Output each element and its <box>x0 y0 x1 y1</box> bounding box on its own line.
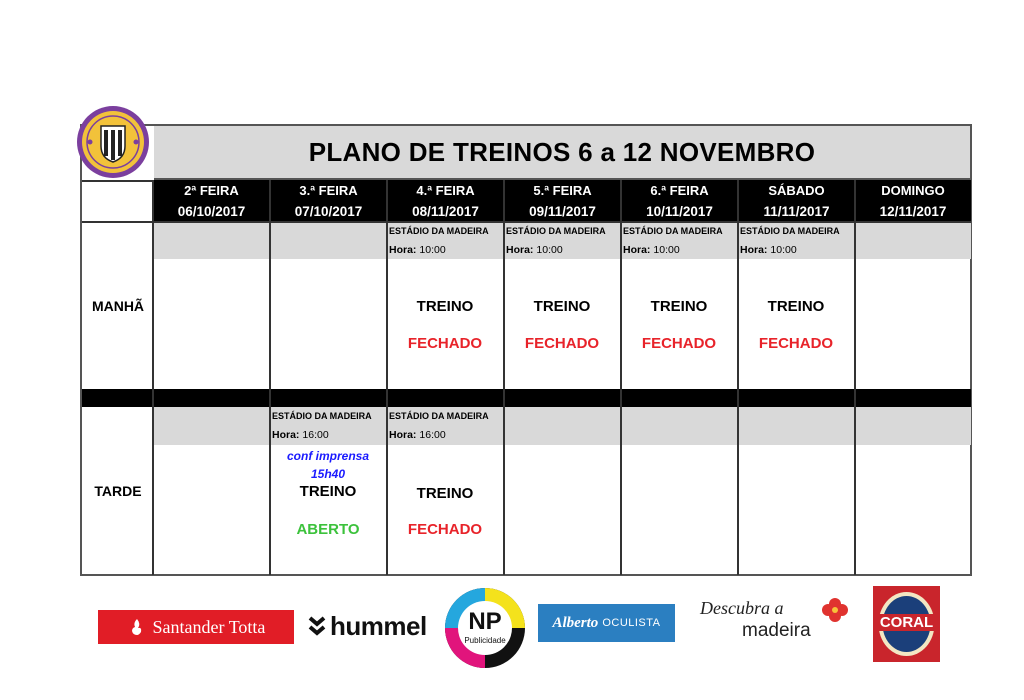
descubra-madeira-logo <box>700 596 856 646</box>
day-date-header: 12/11/2017 <box>855 200 971 222</box>
day-name-header: 5.ª FEIRA <box>504 180 621 200</box>
session-status: FECHADO <box>524 335 600 352</box>
column-divider <box>503 180 505 575</box>
press-conference-time: 15h40 <box>310 467 346 481</box>
flower-icon <box>820 596 850 626</box>
session-time <box>623 244 680 256</box>
session-time <box>389 244 446 256</box>
hummel-logo <box>308 608 432 644</box>
session-location: ESTÁDIO DA MADEIRA <box>740 226 840 236</box>
np-logo <box>443 586 527 670</box>
day-name-header: 4.ª FEIRA <box>387 180 504 200</box>
session-time <box>389 429 446 441</box>
time-label: Hora: <box>623 244 651 256</box>
time-label: Hora: <box>389 244 417 256</box>
day-name-header: 2ª FEIRA <box>153 180 270 200</box>
session-status: ABERTO <box>296 521 360 538</box>
title-bar <box>154 126 970 180</box>
day-date-header: 10/11/2017 <box>621 200 738 222</box>
day-date-header: 07/10/2017 <box>270 200 387 222</box>
session-type: TREINO <box>650 298 708 315</box>
chevron-icon <box>308 615 326 637</box>
session-type: TREINO <box>416 485 474 502</box>
column-divider <box>269 180 271 575</box>
header-divider <box>82 180 153 182</box>
time-label: Hora: <box>740 244 768 256</box>
time-label: Hora: <box>506 244 534 256</box>
coral-logo <box>873 586 940 662</box>
session-location: ESTÁDIO DA MADEIRA <box>389 411 489 421</box>
session-type: TREINO <box>767 298 825 315</box>
day-date-header: 09/11/2017 <box>504 200 621 222</box>
session-status: FECHADO <box>407 521 483 538</box>
np-subtext: Publicidade <box>464 636 506 645</box>
session-location: ESTÁDIO DA MADEIRA <box>623 226 723 236</box>
column-divider <box>386 180 388 575</box>
hummel-text: hummel <box>330 610 427 641</box>
session-status: FECHADO <box>758 335 834 352</box>
row-label-afternoon: TARDE <box>94 483 142 499</box>
coral-text: CORAL <box>873 614 940 631</box>
time-value: 16:00 <box>302 429 329 441</box>
club-crest-icon <box>75 104 151 180</box>
day-date-header: 11/11/2017 <box>738 200 855 222</box>
alberto-text: Alberto <box>552 614 599 631</box>
day-date-header: 06/10/2017 <box>153 200 270 222</box>
header-bottom-line <box>82 221 971 223</box>
session-status: FECHADO <box>641 335 717 352</box>
oculista-text: OCULISTA <box>602 617 661 629</box>
session-time <box>740 244 797 256</box>
santander-text: Santander Totta <box>152 616 266 637</box>
alberto-oculista-logo <box>538 604 675 642</box>
day-name-header: SÁBADO <box>738 180 855 200</box>
page-title: PLANO DE TREINOS 6 a 12 NOVEMBRO <box>308 136 816 167</box>
time-value: 10:00 <box>419 244 446 256</box>
flame-icon <box>127 617 147 637</box>
day-name-header: 6.ª FEIRA <box>621 180 738 200</box>
session-location: ESTÁDIO DA MADEIRA <box>389 226 489 236</box>
time-label: Hora: <box>389 429 417 441</box>
session-type: TREINO <box>416 298 474 315</box>
session-time <box>272 429 329 441</box>
row-label-morning: MANHÃ <box>91 298 145 314</box>
day-name-header: DOMINGO <box>855 180 971 200</box>
column-divider <box>854 180 856 575</box>
madeira-text: madeira <box>742 620 811 641</box>
time-value: 16:00 <box>419 429 446 441</box>
session-location: ESTÁDIO DA MADEIRA <box>272 411 372 421</box>
day-name-header: 3.ª FEIRA <box>270 180 387 200</box>
session-status: FECHADO <box>407 335 483 352</box>
session-type: TREINO <box>299 483 357 500</box>
session-location: ESTÁDIO DA MADEIRA <box>506 226 606 236</box>
session-time <box>506 244 563 256</box>
day-date-header: 08/11/2017 <box>387 200 504 222</box>
descubra-text: Descubra a <box>700 598 784 618</box>
column-divider <box>737 180 739 575</box>
time-value: 10:00 <box>770 244 797 256</box>
time-label: Hora: <box>272 429 300 441</box>
row-separator <box>82 389 971 407</box>
column-divider <box>152 180 154 575</box>
time-value: 10:00 <box>536 244 563 256</box>
press-conference-note: conf imprensa <box>286 449 370 463</box>
santander-logo <box>98 610 294 644</box>
time-value: 10:00 <box>653 244 680 256</box>
np-text: NP <box>468 608 502 635</box>
session-type: TREINO <box>533 298 591 315</box>
column-divider <box>620 180 622 575</box>
